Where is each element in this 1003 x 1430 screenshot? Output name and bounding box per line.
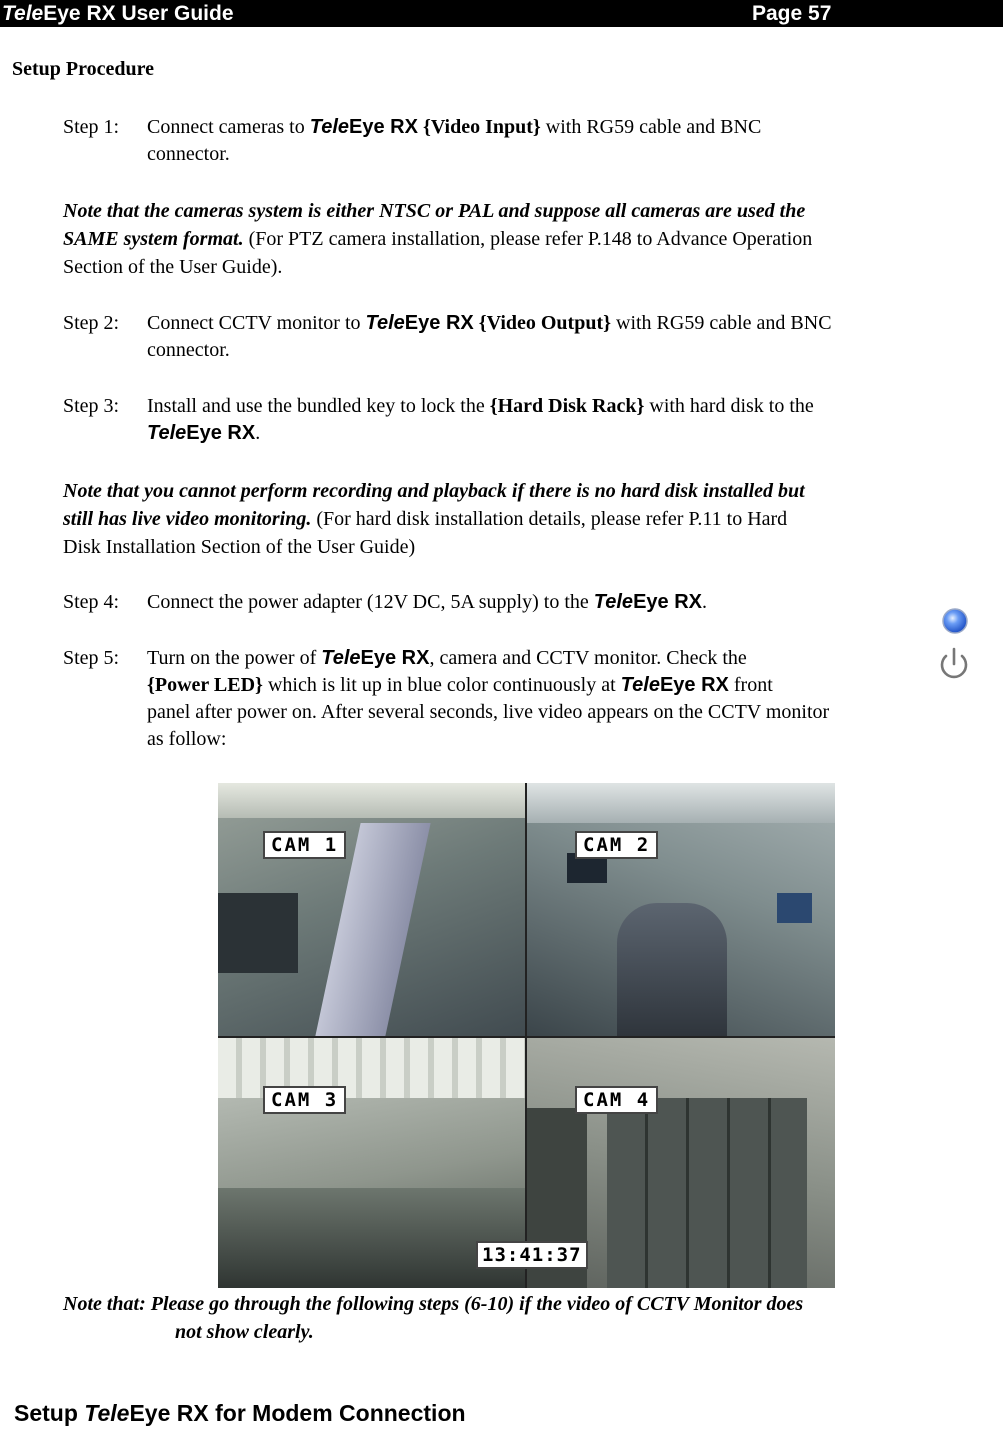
step1-text: Connect cameras to TeleEye RX {Video Input} with RG59 cable and BNC connector. — [147, 116, 762, 165]
step2-text: Connect CCTV monitor to TeleEye RX {Video Output} with RG59 cable and BNC connector. — [147, 312, 832, 361]
step1-term: {Video Input} — [422, 116, 541, 138]
note-steps-line2: not show clearly. — [175, 1321, 314, 1343]
brand-name: TeleEye RX — [620, 674, 729, 696]
page-number: Page 57 — [752, 2, 832, 25]
section-title-modem: Setup TeleEye RX for Modem Connection — [14, 1400, 466, 1426]
step3-label: Step 3: — [63, 395, 120, 417]
cctv-quad-view — [218, 783, 835, 1288]
header-tele: Tele — [2, 2, 44, 25]
step1-pre: Connect cameras to — [147, 116, 310, 138]
step2-label: Step 2: — [63, 312, 120, 334]
step5-label: Step 5: — [63, 647, 120, 669]
note-camera-system: Note that the cameras system is either NTSC or PAL and suppose all cameras are used the SAME system format. (For PTZ camera installation, please refer P.148 to Advance Operation Section of the User Guide). — [63, 200, 813, 278]
camera-view-1 — [218, 783, 525, 1036]
setup-procedure-title: Setup Procedure — [12, 58, 155, 80]
cam2-label: CAM 2 — [575, 831, 658, 859]
step2-term: {Video Output} — [478, 312, 611, 334]
step3-text: Install and use the bundled key to lock the {Hard Disk Rack} with hard disk to the TeleEye RX. — [147, 395, 814, 444]
brand-name: TeleEye RX — [309, 116, 418, 138]
note-hard-disk: Note that you cannot perform recording and playback if there is no hard disk installed but still has live video monitoring. (For hard disk installation details, please refer P.11 to Hard Disk Installation Section of the User Guide) — [63, 480, 805, 558]
brand-name: TeleEye RX — [593, 591, 702, 613]
step5-term: {Power LED} — [147, 674, 263, 696]
step4-label: Step 4: — [63, 591, 120, 613]
note-steps-line1: Note that: Please go through the following steps (6-10) if the video of CCTV Monitor does — [63, 1293, 804, 1315]
brand-name: TeleEye RX — [147, 422, 256, 444]
led-icon — [940, 606, 970, 636]
step3-term: {Hard Disk Rack} — [489, 395, 645, 417]
header-title — [2, 0, 234, 27]
step5-text: Turn on the power of TeleEye RX, camera and CCTV monitor. Check the {Power LED} which is lit up in blue color continuously at TeleEye RX front panel after power on. After several seconds, live video appears on the CCTV monitor as follow: — [147, 647, 830, 750]
page-header — [0, 0, 1003, 27]
cam1-label: CAM 1 — [263, 831, 346, 859]
step1-label: Step 1: — [63, 116, 120, 138]
brand-name: TeleEye RX — [321, 647, 430, 669]
header-guide: User Guide — [115, 2, 234, 25]
step4-text: Connect the power adapter (12V DC, 5A supply) to the TeleEye RX. — [147, 591, 707, 613]
camera-view-2 — [527, 783, 835, 1036]
cctv-timestamp: 13:41:37 — [476, 1241, 588, 1269]
brand-name: TeleEye RX — [365, 312, 474, 334]
cam3-label: CAM 3 — [263, 1086, 346, 1114]
header-product: Eye RX — [43, 2, 116, 25]
cam4-label: CAM 4 — [575, 1086, 658, 1114]
